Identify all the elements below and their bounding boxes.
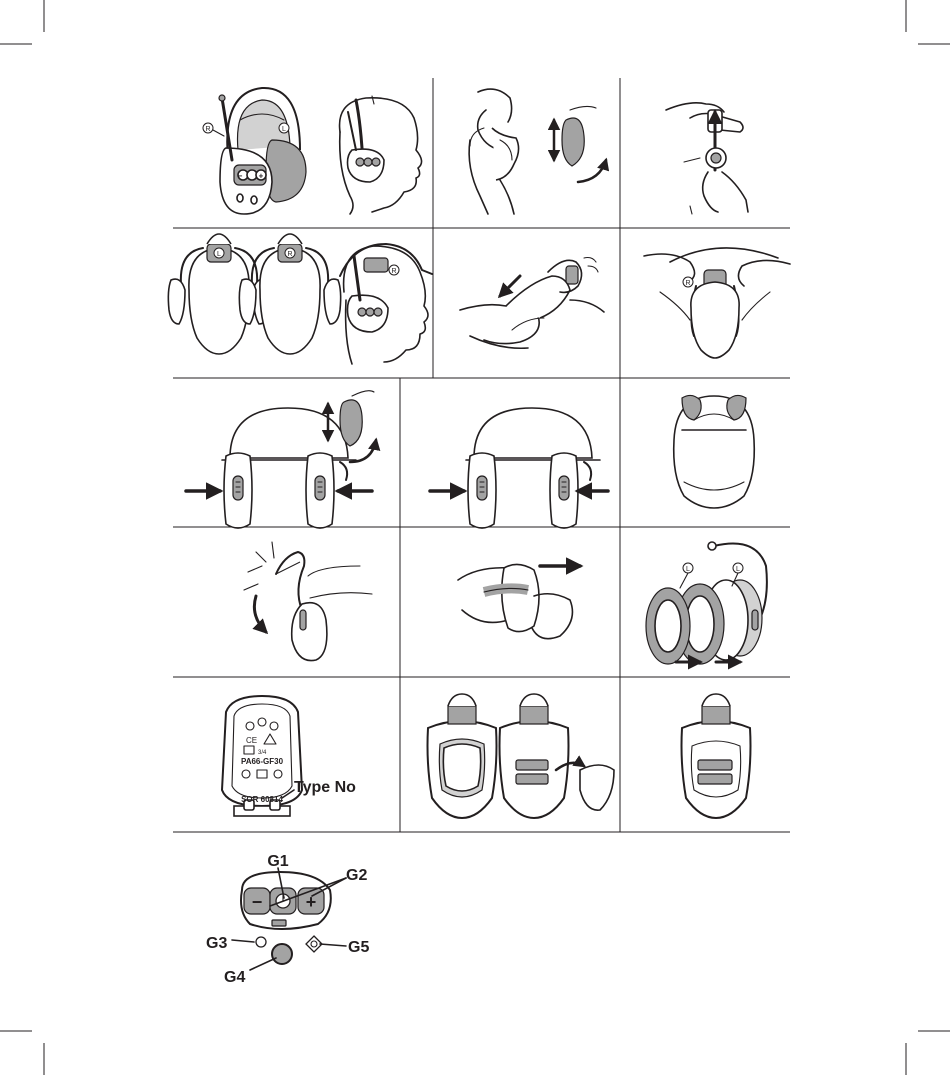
figure-adjust-height (469, 89, 606, 214)
figure-batteries-inserted (682, 694, 751, 818)
label-g4: G4 (224, 969, 246, 986)
type-number-label: Type No (294, 779, 356, 796)
button-minus: − (251, 892, 263, 912)
label-g5: G5 (348, 939, 370, 956)
figure-adjust-headband (644, 248, 790, 358)
figure-left-right-fitting (168, 234, 432, 364)
marker-left: L (282, 126, 286, 133)
label-g2: G2 (346, 867, 368, 884)
figure-replace-cushions (646, 542, 767, 664)
figure-service-position (244, 542, 372, 661)
plate-serial: SOR 60814 (241, 795, 283, 804)
figure-open-battery-cover (428, 694, 615, 818)
marker-right: R (205, 126, 211, 133)
marker-right-b3: R (685, 280, 691, 287)
figure-insert-mic (666, 103, 748, 214)
figure-type-plate (222, 696, 356, 816)
label-g3: G3 (206, 935, 228, 952)
marker-left-d3a: L (686, 566, 690, 573)
minus-glyph: − (237, 171, 243, 181)
figure-control-panel (206, 853, 369, 986)
button-plus: + (305, 892, 317, 912)
plate-ce-mark: CE (246, 736, 258, 745)
plate-fraction: 3/4 (258, 750, 267, 756)
figure-headset-overview (203, 88, 422, 214)
figure-remove-cushion (460, 258, 604, 349)
marker-left-b1: L (217, 251, 221, 258)
figure-helmet-attach-adjust (186, 391, 376, 528)
marker-right-b1: R (287, 251, 293, 258)
figure-helmet-press-cups (430, 408, 608, 528)
marker-right-helmet: R (391, 268, 397, 275)
figure-helmet-storage (674, 395, 755, 508)
marker-left-d3b: L (736, 566, 740, 573)
plus-glyph: + (258, 171, 264, 181)
plate-model: PA66-GF30 (240, 757, 284, 766)
figure-remove-cover (458, 564, 580, 638)
label-g1: G1 (267, 853, 289, 870)
